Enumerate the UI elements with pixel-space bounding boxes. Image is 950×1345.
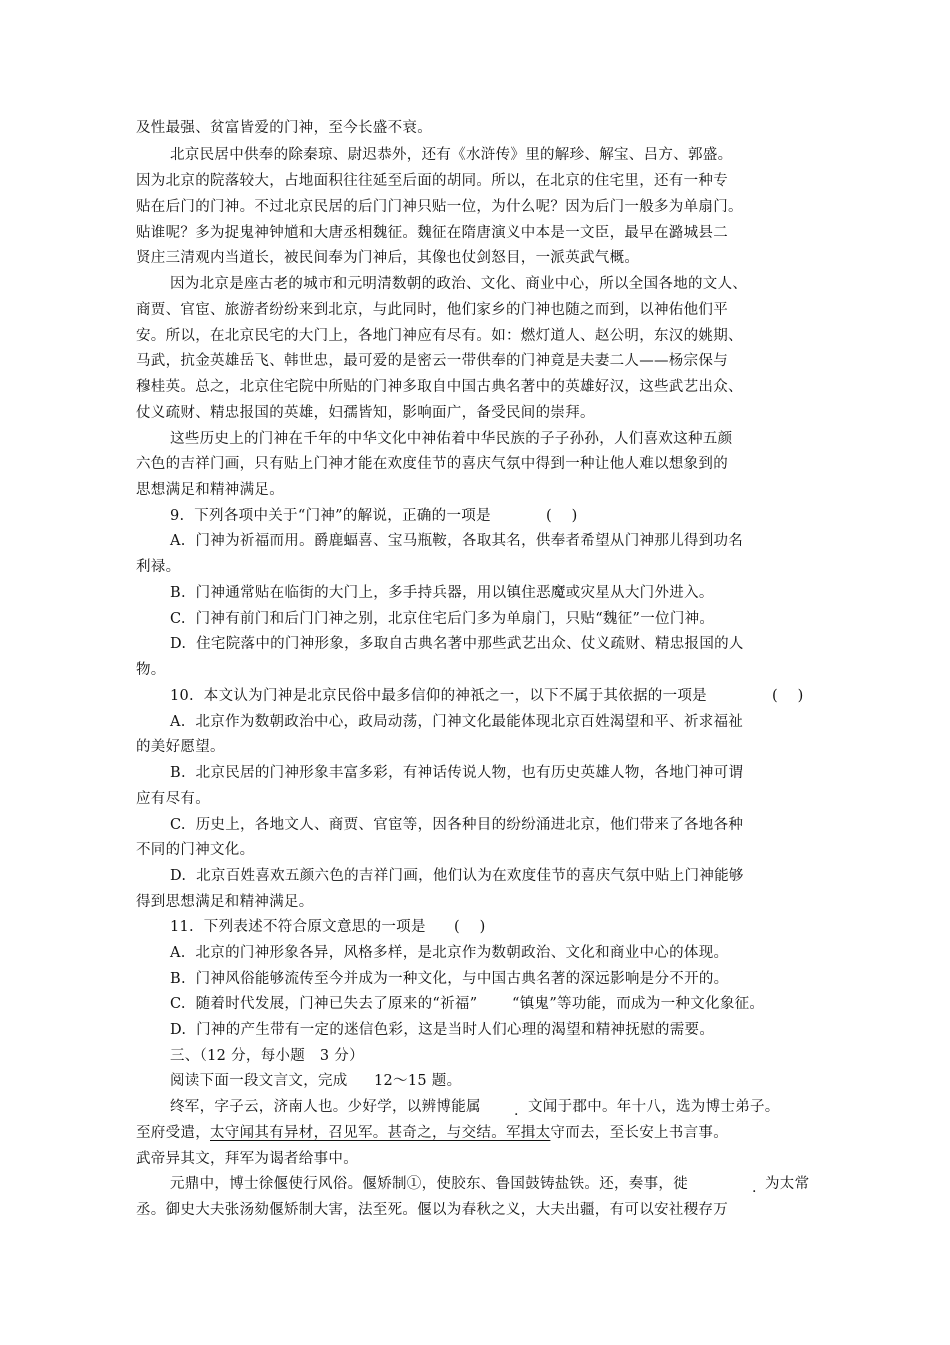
passage-line: 北京民居中供奉的除秦琼、尉迟恭外，还有《水浒传》里的解珍、解宝、吕方、郭盛。 — [170, 147, 733, 163]
answer-parenthesis: ( ) — [546, 508, 578, 524]
classical-text-line: 终军，字子云，济南人也。少好学，以辨博能属 — [170, 1099, 481, 1115]
passage-line: 因为北京的院落较大，占地面积往往延至后面的胡同。所以，在北京的住宅里，还有一种专 — [136, 173, 728, 189]
section-heading: 三、（12 分，每小题 3 分） — [170, 1048, 364, 1064]
option-c: C. 历史上，各地文人、商贾、官宦等，因各种目的纷纷涌进北京，他们带来了各地各种 — [170, 817, 744, 833]
passage-line: 贤庄三清观内当道长，被民间奉为门神后，其像也仗剑怒目，一派英武气概。 — [136, 250, 640, 266]
passage-line: 安。所以，在北京民宅的大门上，各地门神应有尽有。如：燃灯道人、赵公明，东汉的姚期、 — [136, 328, 743, 344]
passage-line: 仗义疏财、精忠报国的英雄，妇孺皆知，影响面广，备受民间的崇拜。 — [136, 405, 595, 421]
answer-parenthesis: ( ) — [772, 688, 804, 704]
option-b-cont: 应有尽有。 — [136, 791, 210, 807]
emphasis-dot: . — [752, 1180, 757, 1196]
option-b: B. 门神通常贴在临街的大门上，多手持兵器，用以镇住恶魔或灾星从大门外进入。 — [170, 585, 714, 601]
question-stem: 11. 下列表述不符合原文意思的一项是 — [170, 919, 426, 935]
passage-line: 穆桂英。总之，北京住宅院中所贴的门神多取自中国古典名著中的英雄好汉，这些武艺出众、 — [136, 379, 743, 395]
option-c-part1: C. 随着时代发展，门神已失去了原来的“祈福” — [170, 996, 478, 1012]
passage-line: 贴谁呢？多为捉鬼神钟馗和大唐丞相魏征。魏征在隋唐演义中本是一文臣，最早在潞城县二 — [136, 225, 728, 241]
classical-text-line: 元鼎中，博士徐偃使行风俗。偃矫制①，使胶东、鲁国鼓铸盐铁。还，奏事，徙 — [170, 1176, 688, 1192]
passage-line: 商贾、官宦、旅游者纷纷来到北京，与此同时，他们家乡的门神也随之而到，以神佑他们平 — [136, 302, 728, 318]
classical-text-line: 武帝异其文，拜军为谒者给事中。 — [136, 1151, 358, 1167]
passage-line: 贴在后门的门神。不过北京民居的后门门神只贴一位，为什么呢？因为后门一般多为单扇门。 — [136, 199, 743, 215]
option-d: D. 门神的产生带有一定的迷信色彩，这是当时人们心理的渴望和精神抚慰的需要。 — [170, 1022, 715, 1038]
underlined-sentence: 太守闻其有异材，召见军。甚奇之，与交结。军揖太 — [210, 1125, 551, 1141]
option-c-cont: 不同的门神文化。 — [136, 842, 255, 858]
passage-line: 因为北京是座古老的城市和元明清数朝的政治、文化、商业中心，所以全国各地的文人、 — [170, 276, 748, 292]
answer-parenthesis: ( ) — [454, 919, 486, 935]
classical-text-line — [136, 1123, 728, 1143]
classical-text-line: 为太常 — [765, 1176, 810, 1192]
question-stem: 9. 下列各项中关于“门神”的解说，正确的一项是 — [170, 508, 491, 524]
passage-line: 六色的吉祥门画，只有贴上门神才能在欢度佳节的喜庆气氛中得到一种让他人难以想象到的 — [136, 456, 728, 472]
emphasis-dot: . — [514, 1103, 519, 1119]
passage-line: 马武，抗金英雄岳飞、韩世忠，最可爱的是密云一带供奉的门神竟是夫妻二人——杨宗保与 — [136, 353, 728, 369]
option-a: A. 北京的门神形象各异，风格多样，是北京作为数朝政治、文化和商业中心的体现。 — [170, 945, 729, 961]
option-d-cont: 物。 — [136, 662, 166, 678]
text-segment: 至府受遣， — [136, 1125, 210, 1141]
option-c-part2: “镇鬼”等功能，而成为一种文化象征。 — [512, 996, 765, 1012]
option-a-cont: 的美好愿望。 — [136, 739, 225, 755]
passage-line: 及性最强、贫富皆爱的门神，至今长盛不衰。 — [136, 120, 432, 136]
passage-line: 这些历史上的门神在千年的中华文化中神佑着中华民族的子子孙孙，人们喜欢这种五颜 — [170, 431, 733, 447]
instruction-part1: 阅读下面一段文言文，完成 — [170, 1073, 348, 1089]
option-d: D. 住宅院落中的门神形象，多取自古典名著中那些武艺出众、仗义疏财、精忠报国的人 — [170, 636, 744, 652]
option-b: B. 门神风俗能够流传至今并成为一种文化，与中国古典名著的深远影响是分不开的。 — [170, 971, 729, 987]
instruction-part2: 12～15 题。 — [374, 1073, 462, 1089]
option-d: D. 北京百姓喜欢五颜六色的吉祥门画，他们认为在欢度佳节的喜庆气氛中贴上门神能够 — [170, 868, 744, 884]
option-a: A. 门神为祈福而用。爵鹿蝠喜、宝马瓶鞍，各取其名，供奉者希望从门神那儿得到功名 — [170, 533, 744, 549]
text-segment: 守而去，至长安上书言事。 — [550, 1125, 729, 1141]
passage-line: 思想满足和精神满足。 — [136, 482, 284, 498]
option-a-cont: 利禄。 — [136, 559, 181, 575]
classical-text-line: 文闻于郡中。年十八，选为博士弟子。 — [528, 1099, 780, 1115]
option-a: A. 北京作为数朝政治中心，政局动荡，门神文化最能体现北京百姓渴望和平、祈求福祉 — [170, 714, 744, 730]
question-stem: 10. 本文认为门神是北京民俗中最多信仰的神祇之一，以下不属于其依据的一项是 — [170, 688, 707, 704]
option-c: C. 门神有前门和后门门神之别，北京住宅后门多为单扇门，只贴“魏征”一位门神。 — [170, 611, 715, 627]
classical-text-line: 丞。御史大夫张汤劾偃矫制大害，法至死。偃以为春秋之义，大夫出疆，有可以安社稷存万 — [136, 1202, 728, 1218]
option-d-cont: 得到思想满足和精神满足。 — [136, 894, 314, 910]
option-b: B. 北京民居的门神形象丰富多彩，有神话传说人物，也有历史英雄人物，各地门神可谓 — [170, 765, 744, 781]
